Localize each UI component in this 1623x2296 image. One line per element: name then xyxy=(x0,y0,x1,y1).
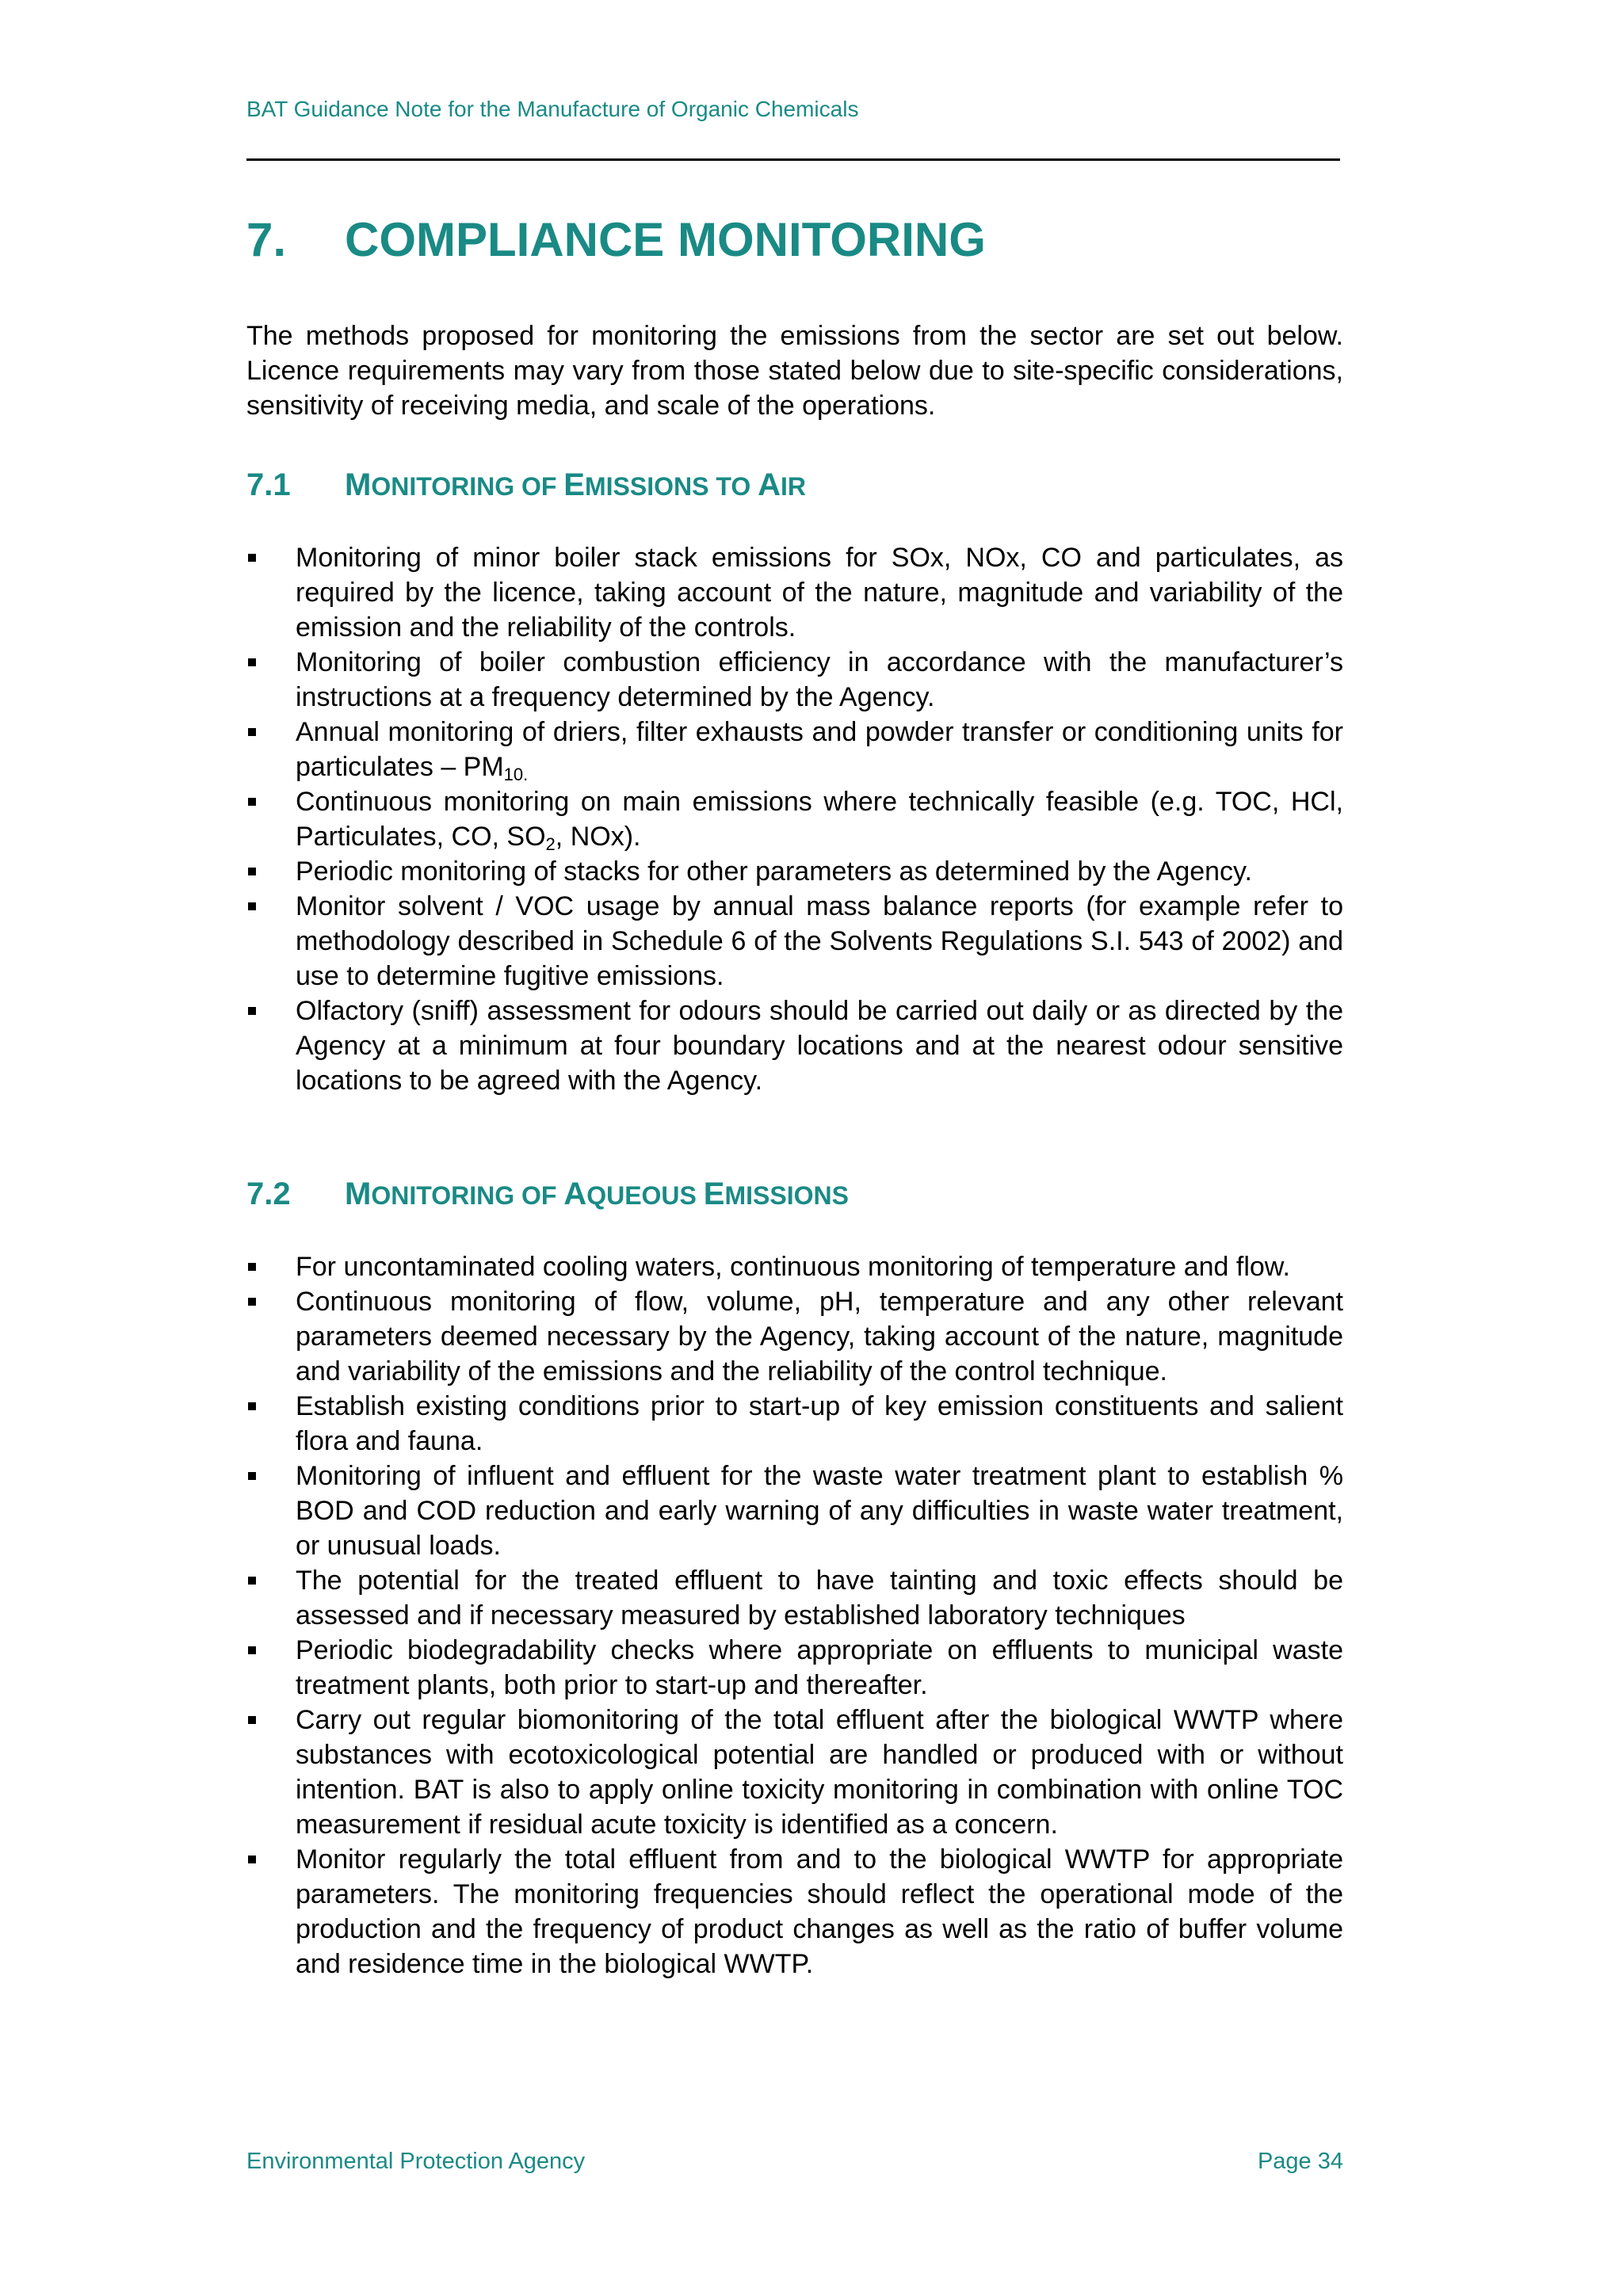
list-item xyxy=(246,994,1343,1098)
heading-smallcaps: MISSIONS xyxy=(724,1181,849,1210)
heading-smallcaps: QUEOUS xyxy=(586,1181,704,1210)
bullet-square-icon xyxy=(248,1716,256,1724)
list-item xyxy=(246,1459,1343,1563)
bullet-square-icon xyxy=(248,1007,256,1015)
list-item xyxy=(246,1284,1343,1389)
list-item-text: Periodic biodegradability checks where appropriate on effluents to municipal waste treatment plants, both prior to start-up and thereafter. xyxy=(296,1635,1343,1700)
list-item xyxy=(246,540,1343,645)
heading-letter: A xyxy=(563,1177,587,1211)
section-heading-aqueous xyxy=(246,1177,849,1212)
bullet-square-icon xyxy=(248,658,256,666)
so2-subscript: 2 xyxy=(545,834,556,854)
heading-letter: M xyxy=(345,1177,372,1211)
list-item xyxy=(246,854,1343,889)
list-item xyxy=(246,1633,1343,1703)
bullet-square-icon xyxy=(248,1263,256,1271)
chapter-title-text: COMPLIANCE MONITORING xyxy=(345,213,986,266)
bullet-square-icon xyxy=(248,1472,256,1480)
list-item-text: Monitor regularly the total effluent from and to the biological WWTP for appropriate parameters. The monitoring frequencies should reflect the operational mode of the production and the frequency of product changes as well as the ratio of buffer volume and residence time in the biological WWTP. xyxy=(296,1844,1343,1979)
heading-smallcaps: IR xyxy=(780,472,806,501)
list-item xyxy=(246,784,1343,854)
bullet-square-icon xyxy=(248,554,256,562)
bullet-square-icon xyxy=(248,1298,256,1306)
bullet-square-icon xyxy=(248,1577,256,1585)
bullet-square-icon xyxy=(248,1855,256,1863)
section-number: 7.2 xyxy=(246,1177,291,1211)
air-monitoring-list xyxy=(246,540,1343,1098)
list-item xyxy=(246,889,1343,994)
list-item xyxy=(246,715,1343,784)
heading-smallcaps: MISSIONS TO xyxy=(584,472,758,501)
list-item xyxy=(246,1389,1343,1459)
list-item-text: Annual monitoring of driers, filter exhausts and powder transfer or conditioning units for particulates – PM xyxy=(296,717,1343,782)
bullet-square-icon xyxy=(248,798,256,806)
intro-paragraph: The methods proposed for monitoring the emissions from the sector are set out below. Licence requirements may vary from those stated below due to site-specific considerations, sensitivity of receiving media, and scale of the operations. xyxy=(246,321,1343,421)
list-item-text: Monitoring of influent and effluent for the waste water treatment plant to establish % BOD and COD reduction and early warning of any difficulties in waste water treatment, or unusual loads. xyxy=(296,1461,1343,1561)
aqueous-monitoring-list xyxy=(246,1249,1343,1981)
heading-letter: E xyxy=(563,467,585,502)
section-number: 7.1 xyxy=(246,467,291,502)
section-heading-air xyxy=(246,467,806,503)
heading-letter: M xyxy=(345,467,372,502)
list-item-text-tail: , NOx). xyxy=(555,822,641,852)
list-item-text: Continuous monitoring of flow, volume, pH, temperature and any other relevant parameters deemed necessary by the Agency, taking account of the nature, magnitude and variability of the emissions and the reliability of the control technique. xyxy=(296,1287,1343,1386)
list-item xyxy=(246,1563,1343,1633)
running-header: BAT Guidance Note for the Manufacture of Organic Chemicals xyxy=(246,97,859,121)
list-item xyxy=(246,1249,1343,1284)
list-item-text: Carry out regular biomonitoring of the total effluent after the biological WWTP where substances with ecotoxicological potential are handled or produced with or without intention. BAT is also to apply online toxicity monitoring in combination with online TOC measurement if residual acute toxicity is identified as a concern. xyxy=(296,1705,1343,1840)
chapter-number: 7. xyxy=(246,213,287,266)
pm10-subscript: 10. xyxy=(503,765,529,784)
list-item-text: Periodic monitoring of stacks for other parameters as determined by the Agency. xyxy=(296,856,1252,887)
list-item xyxy=(246,645,1343,715)
list-item-text: Establish existing conditions prior to start-up of key emission constituents and salient flora and fauna. xyxy=(296,1391,1343,1456)
heading-smallcaps: ONITORING OF xyxy=(371,472,564,501)
header-rule xyxy=(246,158,1340,161)
footer-agency: Environmental Protection Agency xyxy=(246,2149,586,2174)
list-item-text: The potential for the treated effluent to have tainting and toxic effects should be assessed and if necessary measured by established laboratory techniques xyxy=(296,1566,1343,1630)
list-item-text: Monitor solvent / VOC usage by annual mass balance reports (for example refer to methodology described in Schedule 6 of the Solvents Regulations S.I. 543 of 2002) and use to determine fugitive emissions. xyxy=(296,891,1343,991)
list-item-text: Olfactory (sniff) assessment for odours should be carried out daily or as directed by the Agency at a minimum at four boundary locations and at the nearest odour sensitive locations to be agreed with the Agency. xyxy=(296,996,1343,1096)
bullet-square-icon xyxy=(248,1402,256,1410)
bullet-square-icon xyxy=(248,868,256,875)
bullet-square-icon xyxy=(248,1646,256,1654)
list-item-text: For uncontaminated cooling waters, continuous monitoring of temperature and flow. xyxy=(296,1252,1290,1282)
bullet-square-icon xyxy=(248,728,256,736)
heading-smallcaps: ONITORING OF xyxy=(371,1181,564,1210)
heading-letter: A xyxy=(758,467,781,502)
footer-page-number: Page 34 xyxy=(1257,2149,1343,2174)
heading-letter: E xyxy=(703,1177,725,1211)
list-item-text: Monitoring of boiler combustion efficiency in accordance with the manufacturer’s instructions at a frequency determined by the Agency. xyxy=(296,647,1343,712)
bullet-square-icon xyxy=(248,902,256,910)
list-item xyxy=(246,1703,1343,1842)
list-item xyxy=(246,1842,1343,1981)
chapter-title xyxy=(246,212,986,267)
list-item-text: Continuous monitoring on main emissions where technically feasible (e.g. TOC, HCl, Particulates, CO, SO xyxy=(296,787,1343,852)
list-item-text: Monitoring of minor boiler stack emissions for SOx, NOx, CO and particulates, as required by the licence, taking account of the nature, magnitude and variability of the emission and the reliability of the controls. xyxy=(296,543,1343,643)
